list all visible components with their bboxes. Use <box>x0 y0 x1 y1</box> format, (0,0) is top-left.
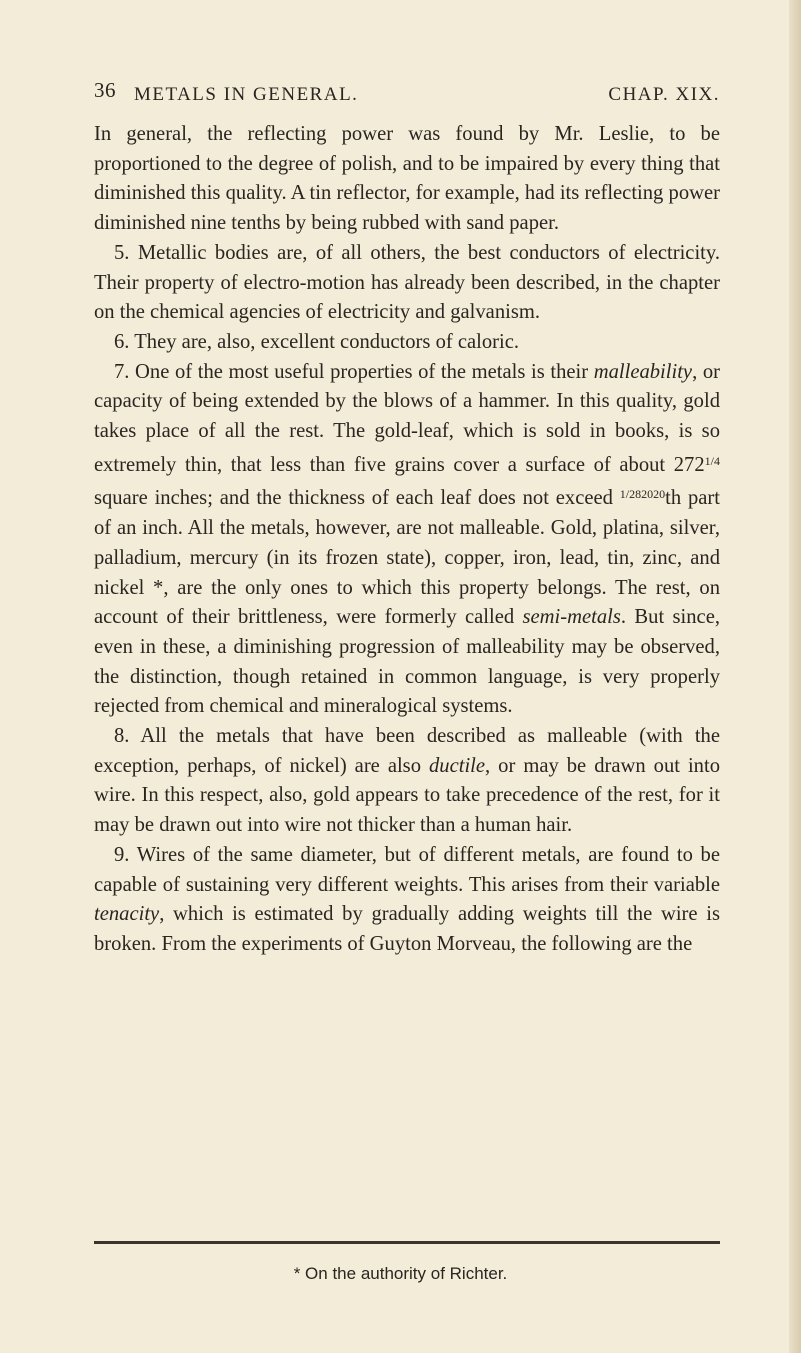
p9-part-b: , which is estimated by gradually adding weights till the wire is broken. From the experiments of Guyton Morveau, the following are the <box>94 903 720 955</box>
paragraph-9 <box>94 841 720 960</box>
page-edge <box>789 0 801 1353</box>
p8-part-a: 8. All the metals that have been described as malleable (with the exception, perhaps, of nickel) are also <box>94 725 720 777</box>
term-malleability: malleability <box>593 360 693 383</box>
p7-part-c: square inches; and the thickness of each leaf does not exceed <box>94 487 620 510</box>
page-number: 36 <box>94 78 116 102</box>
paragraph-7 <box>94 358 720 722</box>
term-semi-metals: semi-metals <box>522 606 621 629</box>
p7-part-d: th part of an inch. All the metals, however, are not malleable. Gold, platina, silver, palladium, mercury (in its frozen state), copper, iron, lead, tin, zinc, and nickel *, are the only ones to which this property belongs. The rest, on account of their brittleness, were formerly called <box>94 487 720 629</box>
term-ductile: ductile <box>428 754 486 777</box>
chapter-label: CHAP. XIX. <box>608 84 720 105</box>
body-text <box>94 120 720 960</box>
paragraph-5: 5. Metallic bodies are, of all others, the best conductors of electricity. Their property of electro-motion has already been described, in the chapter on the chemical agencies of electricity and galvanism. <box>94 241 720 324</box>
term-tenacity: tenacity <box>94 903 160 926</box>
paragraph-8 <box>94 722 720 841</box>
paragraph-continued: In general, the reflecting power was found by Mr. Leslie, to be proportioned to the degree of polish, and to be impaired by every thing that diminished this quality. A tin reflector, for example, had its reflecting power diminished nine tenths by being rubbed with sand paper. <box>94 123 720 235</box>
p7-part-a: 7. One of the most useful properties of the metals is their <box>114 360 594 383</box>
running-title: METALS IN GENERAL. <box>134 84 359 105</box>
footnote: * On the authority of Richter. <box>293 1264 508 1283</box>
p7-part-e: . But since, even in these, a diminishing progression of malleability may be observed, the distinction, though retained in common language, is very properly rejected from chemical and mineralogical systems. <box>94 606 720 718</box>
fraction-quarter: 1/4 <box>704 453 720 468</box>
p8-part-b: , or may be drawn out into wire. In this respect, also, gold appears to take precedence of the rest, for it may be drawn out into wire not thicker than a human hair. <box>94 754 720 837</box>
page-header <box>94 78 720 114</box>
paragraph-6: 6. They are, also, excellent conductors of caloric. <box>114 330 520 353</box>
p7-part-b: , or capacity of being extended by the blows of a hammer. In this quality, gold takes place of all the rest. The gold-leaf, which is sold in books, is so extremely thin, that less than five grains cover a surface of about 272 <box>94 360 720 476</box>
footnote-rule <box>94 1241 720 1244</box>
fraction-thickness: 1/282020 <box>619 487 666 502</box>
p9-part-a: 9. Wires of the same diameter, but of different metals, are found to be capable of sustaining very different weights. This arises from their variable <box>94 843 720 896</box>
